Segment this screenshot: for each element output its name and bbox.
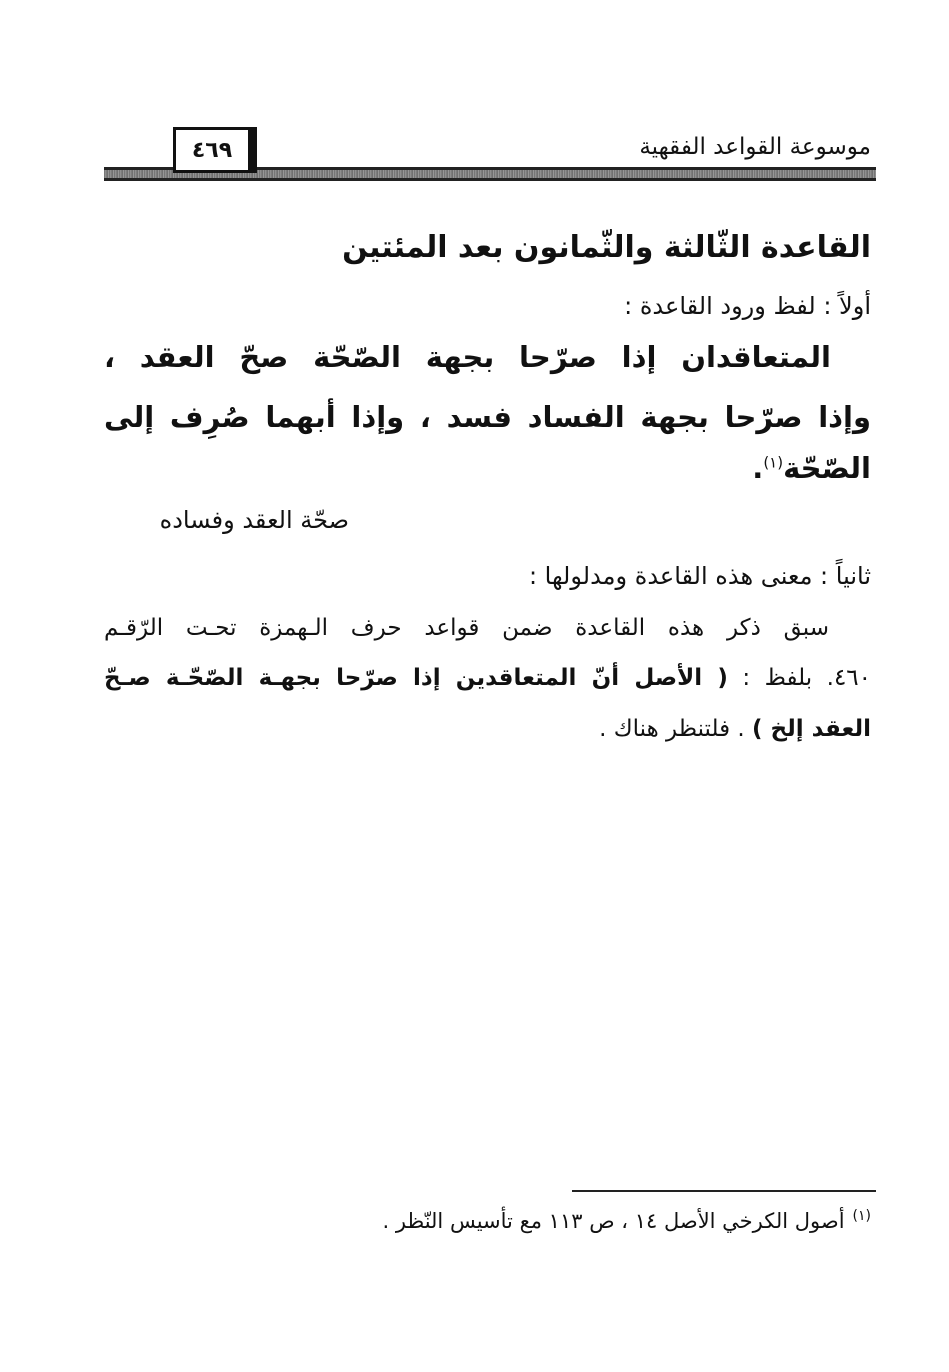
rule-text-line2: وإذا صرّحا بجهة الفساد فسد ، وإذا أبهما صُرِف إلى [104, 400, 871, 434]
page-number: ٤٦٩ [173, 127, 257, 173]
paragraph-line2-quote: ( الأصل أنّ المتعاقدين إذا صرّحا بجهـة الصّحّـة صـحّ [104, 665, 728, 691]
rule-title: القاعدة الثّالثة والثّمانون بعد المئتين [342, 230, 871, 265]
footnote-text: أصول الكرخي الأصل ١٤ ، ص ١١٣ مع تأسيس النّظر . [382, 1209, 845, 1233]
paragraph-line3 [104, 716, 871, 742]
footnote-ref: (١) [763, 453, 784, 472]
rule-text-line3 [104, 451, 871, 485]
rule-text-line3-end: . [752, 451, 764, 485]
paragraph-line2 [104, 665, 871, 691]
paragraph-line3-end: . فلتنظر هناك . [599, 716, 753, 742]
paragraph-line2-start: ٤٦٠. بلفظ : [727, 665, 871, 691]
keyword: صحّة العقد وفساده [159, 506, 349, 534]
section2-heading: ثانياً : معنى هذه القاعدة ومدلولها : [528, 562, 871, 590]
paragraph-line1: سبق ذكر هذه القاعدة ضمن قواعد حرف الـهمزة تحـت الرّقـم [104, 615, 829, 641]
section1-heading: أولاً : لفظ ورود القاعدة : [624, 292, 871, 320]
footnote-rule [572, 1190, 876, 1192]
rule-text-line3-word: الصّحّة [783, 451, 871, 485]
footnote [383, 1208, 871, 1233]
paragraph-line3-quote: العقد إلخ ) [752, 716, 871, 742]
footnote-number: (١) [852, 1208, 871, 1224]
rule-text-line1: المتعاقدان إذا صرّحا بجهة الصّحّة صحّ العقد ، [104, 340, 831, 374]
header-title: موسوعة القواعد الفقهية [639, 134, 871, 160]
